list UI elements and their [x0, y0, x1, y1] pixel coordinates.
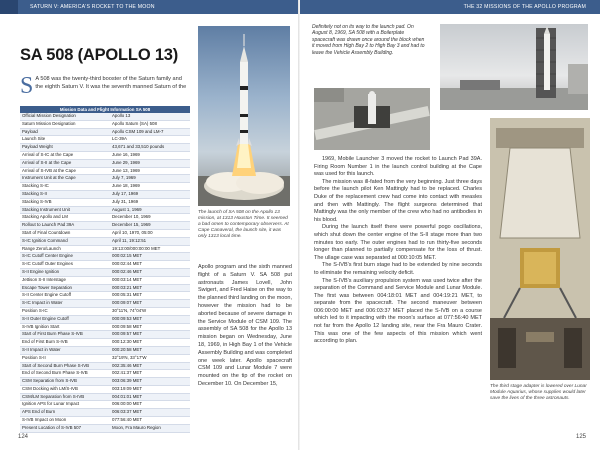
table-cell-value: June 13, 1969 — [110, 167, 190, 175]
intro-text: A 508 was the twenty-third booster of the Saturn family and the eighth Saturn V. It was the seventh manned Saturn of the — [35, 76, 187, 90]
table-row — [20, 393, 190, 401]
table-cell-value: 000:09:53 MET — [110, 315, 190, 323]
table-cell-label: Range Zero/Launch — [20, 245, 110, 253]
table-cell-value: June 29, 1969 — [110, 159, 190, 167]
table-cell-value: Apollo 13 — [110, 113, 190, 120]
table-row — [20, 175, 190, 183]
mission-data-table — [20, 106, 190, 433]
table-row — [20, 362, 190, 370]
table-cell-label: S-II Engine Ignition — [20, 268, 110, 276]
table-row — [20, 307, 190, 315]
table-row — [20, 401, 190, 409]
table-row — [20, 354, 190, 362]
table-cell-label: S-IC Cutoff Center Engine — [20, 253, 110, 261]
table-cell-value: 077:56:40 MET — [110, 417, 190, 425]
table-cell-label: End of First Burn S-IVB — [20, 339, 110, 347]
table-cell-label: Stacking S-II — [20, 190, 110, 198]
table-row — [20, 292, 190, 300]
table-cell-label: Launch Site — [20, 136, 110, 144]
table-row — [20, 323, 190, 331]
table-cell-value: 006:03:37 MET — [110, 409, 190, 417]
table-cell-value: April 11, 19:12:51 — [110, 237, 190, 245]
table-cell-value: 000:05:31 MET — [110, 292, 190, 300]
table-cell-value: July 31, 1969 — [110, 198, 190, 206]
table-cell-label: Rollout to Launch Pad 39A — [20, 222, 110, 230]
table-cell-label: CSM/LM Separation from S-IVB — [20, 393, 110, 401]
table-row — [20, 409, 190, 417]
table-cell-label: Payload — [20, 128, 110, 136]
body-column: Apollo program and the sixth manned flight of a Saturn V. SA 508 put astronauts James Lovell, John Swigert, and Fred Haise on the way to the planned third landing on the moon, however the mission had to be aborted because of severe damage in the Service Module of CSM 109. The assembly of SA 508 for the Apollo 13 mission began on Wednesday, June 18, 1969, in High Bay 1 of the Vehicle Assembly Building and was completed one week later. Apollo spacecraft CSM 109 and Lunar Module 7 were mounted on the tip of the rocket on December 10. On December 15, — [198, 264, 292, 387]
table-cell-value: December 15, 1969 — [110, 222, 190, 230]
table-cell-label: S-IVB Impact on Moon — [20, 417, 110, 425]
table-cell-value: December 10, 1969 — [110, 214, 190, 222]
header-left-text: SATURN V: AMERICA'S ROCKET TO THE MOON — [30, 4, 155, 10]
table-cell-label: Stacking Apollo and LM — [20, 214, 110, 222]
table-row — [20, 315, 190, 323]
page-title: SA 508 (APOLLO 13) — [20, 46, 179, 64]
table-row — [20, 300, 190, 308]
top-photo-caption: Definitely not on its way to the launch pad. On August 8, 1969, SA 508 with a Boilerplate spacecraft was drawn once around the block when it moved from High Bay 2 to High Bay 3 and had to leave the Vehicle Assembly Building. — [312, 24, 425, 56]
table-cell-label: Escape Tower Separation — [20, 284, 110, 292]
right-paragraph: The S-IVB's first burn stage had to be extended by nine seconds to eliminate the remaining velocity deficit. — [314, 262, 482, 276]
table-cell-label: Arrival of S-IC at the Cape — [20, 151, 110, 159]
table-row — [20, 385, 190, 393]
table-cell-value: 43,671 and 33,510 pounds — [110, 144, 190, 152]
table-cell-label: S-II Impact in Water — [20, 346, 110, 354]
table-cell-label: S-II Outer Engine Cutoff — [20, 315, 110, 323]
table-cell-value: April 10, 1970, 05:00 — [110, 229, 190, 237]
table-row — [20, 253, 190, 261]
table-cell-value: 000:03:21 MET — [110, 284, 190, 292]
table-cell-value: June 16, 1969 — [110, 151, 190, 159]
table-cell-label: Jettison S-II Interstage — [20, 276, 110, 284]
table-row — [20, 159, 190, 167]
table-cell-value: Apollo CSM 109 and LM-7 — [110, 128, 190, 136]
table-row — [20, 417, 190, 425]
table-row — [20, 183, 190, 191]
table-cell-value: Moon, Fra Mauro Region — [110, 424, 190, 432]
table-cell-value: August 1, 1969 — [110, 206, 190, 214]
table-cell-label: Position S-IC — [20, 307, 110, 315]
aerial-crawler-photo — [314, 88, 430, 150]
table-cell-value: 002:35:46 MET — [110, 362, 190, 370]
lunar-module-illustration — [490, 118, 590, 380]
table-heading: Mission Data and Flight Information SA 508 — [20, 106, 190, 113]
table-cell-value: 19:13:00/000:00:00 MET — [110, 245, 190, 253]
header-right-text: THE 32 MISSIONS OF THE APOLLO PROGRAM — [463, 4, 586, 10]
table-cell-value: 006:00:00 MET — [110, 401, 190, 409]
table-cell-label: Start of Second Burn Phase S-IVB — [20, 362, 110, 370]
table-cell-value: 000:20:58 MET — [110, 346, 190, 354]
table-cell-value: July 7, 1969 — [110, 175, 190, 183]
table-cell-label: Stacking Instrument Unit — [20, 206, 110, 214]
assembly-building-photo — [440, 24, 588, 110]
table-cell-label: Payload Weight — [20, 144, 110, 152]
page-number-left: 124 — [18, 434, 29, 440]
table-cell-label: Position S-II — [20, 354, 110, 362]
table-row — [20, 346, 190, 354]
table-row — [20, 222, 190, 230]
table-row — [20, 331, 190, 339]
page-number-right: 125 — [575, 434, 586, 440]
table-cell-value: LC-39A — [110, 136, 190, 144]
table-cell-value: 000:02:15 MET — [110, 253, 190, 261]
table-cell-value: Apollo Saturn (SA) 508 — [110, 120, 190, 128]
header-tab — [0, 0, 18, 14]
table-row — [20, 167, 190, 175]
table-row — [20, 198, 190, 206]
table-row — [20, 284, 190, 292]
table-cell-label: Start of Final Countdown — [20, 229, 110, 237]
table-row — [20, 144, 190, 152]
table-cell-label: Arrival of S-II at the Cape — [20, 159, 110, 167]
table-row — [20, 261, 190, 269]
table-row — [20, 245, 190, 253]
table-row — [20, 206, 190, 214]
table-row — [20, 237, 190, 245]
table-cell-value: 000:09:07 MET — [110, 300, 190, 308]
table-row — [20, 276, 190, 284]
table-row — [20, 151, 190, 159]
table-row — [20, 120, 190, 128]
table-cell-value: 000:02:44 MET — [110, 261, 190, 269]
running-header-right — [300, 0, 600, 14]
table-row — [20, 190, 190, 198]
drop-cap: S — [20, 73, 34, 99]
right-paragraph: The mission was ill-fated from the very beginning. Just three days before the launch pilot Ken Mattingly had to be replaced. Charles Duke of the replacement crew had come into contact with measles and then with Mattingly. The flight surgeons determined that Mattingly was the only member of the crew who had no antibodies in his blood. — [314, 178, 482, 223]
table-cell-label: Saturn Mission Designation — [20, 120, 110, 128]
table-cell-value: 000:02:46 MET — [110, 268, 190, 276]
table-row — [20, 214, 190, 222]
right-page — [300, 0, 600, 450]
table-row — [20, 268, 190, 276]
intro-paragraph — [20, 73, 190, 99]
table-cell-label: End of Second Burn Phase S-IVB — [20, 370, 110, 378]
table-cell-value: 000:12:30 MET — [110, 339, 190, 347]
right-paragraph: During the launch itself there were powerful pogo oscillations, which shut down the center engine of the S-II stage more than two minutes too early. The outer engines had to run thirty-five seconds longer than planned to partially compensate for the loss of thrust. The ullage case was separated at 000:10:05 MET. — [314, 224, 482, 261]
table-cell-label: Stacking S-IC — [20, 183, 110, 191]
table-cell-label: S-IVB Ignition Start — [20, 323, 110, 331]
table-cell-label: CSM Docking with LM/S-IVB — [20, 385, 110, 393]
table-cell-label: S-IC Impact in Water — [20, 300, 110, 308]
table-cell-value: July 17, 1969 — [110, 190, 190, 198]
table-cell-value: June 18, 1969 — [110, 183, 190, 191]
table-row — [20, 378, 190, 386]
table-row — [20, 229, 190, 237]
table-body — [20, 113, 190, 432]
table-cell-value: 32°19'N, 33°17'W — [110, 354, 190, 362]
table-cell-label: Stacking S-IVB — [20, 198, 110, 206]
right-paragraph: The S-IVB's auxiliary propulsion system was used twice after the separation of the Command and Service Module and Lunar Module. The first was between 004:18:01 MET and 004:19:21 MET, to separate from the spacecraft. The second maneuver between 006:00:00 MET and 006:03:37 MET placed the S-IVB on a course which led to it impacting with the moon's surface at 077:56:40 MET not far from the Apollo 12 landing site, near the Fra Mauro Crater. This was one of the few aspects of this mission which went according to plan. — [314, 277, 482, 345]
table-row — [20, 113, 190, 120]
table-cell-value: 000:09:57 MET — [110, 331, 190, 339]
table-cell-label: Arrival of S-IVB at the Cape — [20, 167, 110, 175]
table-cell-value: 004:01:01 MET — [110, 393, 190, 401]
assembly-building-illustration — [440, 24, 588, 110]
rocket-photo-caption: The launch of SA 508 on the Apollo 13 mission, at 1313 Houston Time. It seemed a bad omen to contemporary observers. At Cape Canaveral, the launch site, it was only 1313 local time. — [198, 210, 289, 239]
table-cell-value: 000:09:58 MET — [110, 323, 190, 331]
table-row — [20, 128, 190, 136]
table-cell-label: S-IC Cutoff Outer Engines — [20, 261, 110, 269]
table-cell-value: 003:19:09 MET — [110, 385, 190, 393]
table-cell-label: CSM Separation from S-IVB — [20, 378, 110, 386]
table-cell-value: 002:41:37 MET — [110, 370, 190, 378]
running-header-left — [0, 0, 300, 14]
table-cell-value: 003:06:39 MET — [110, 378, 190, 386]
lunar-module-photo — [490, 118, 590, 380]
table-row — [20, 424, 190, 432]
rocket-launch-illustration — [198, 26, 290, 206]
table-cell-label: APS End of Burn — [20, 409, 110, 417]
aerial-crawler-illustration — [314, 88, 430, 150]
table-cell-label: Instrument Unit at the Cape — [20, 175, 110, 183]
lunar-module-caption: The third stage adapter is lowered over Lunar Module Aquarius, whose supplies would later save the lives of the three astronauts. — [490, 384, 587, 401]
right-paragraph: 1969, Mobile Launcher 3 moved the rocket to Launch Pad 39A. Firing Room Number 1 in the launch control building at the Cape was used for this launch. — [314, 156, 482, 178]
table-cell-label: Official Mission Designation — [20, 113, 110, 120]
table-row — [20, 136, 190, 144]
table-cell-label: Present Location of S-IVB 507 — [20, 424, 110, 432]
table-row — [20, 339, 190, 347]
table-cell-value: 30°11'N, 74°04'W — [110, 307, 190, 315]
table-cell-value: 000:03:14 MET — [110, 276, 190, 284]
table-cell-label: S-II Center Engine Cutoff — [20, 292, 110, 300]
right-body-text — [314, 156, 482, 346]
table-cell-label: Ignition APS for Lunar Impact — [20, 401, 110, 409]
table-row — [20, 370, 190, 378]
rocket-launch-photo — [198, 26, 290, 206]
table-cell-label: Start of First Burn Phase S-IVB — [20, 331, 110, 339]
table-cell-label: S-IC Ignition Command — [20, 237, 110, 245]
